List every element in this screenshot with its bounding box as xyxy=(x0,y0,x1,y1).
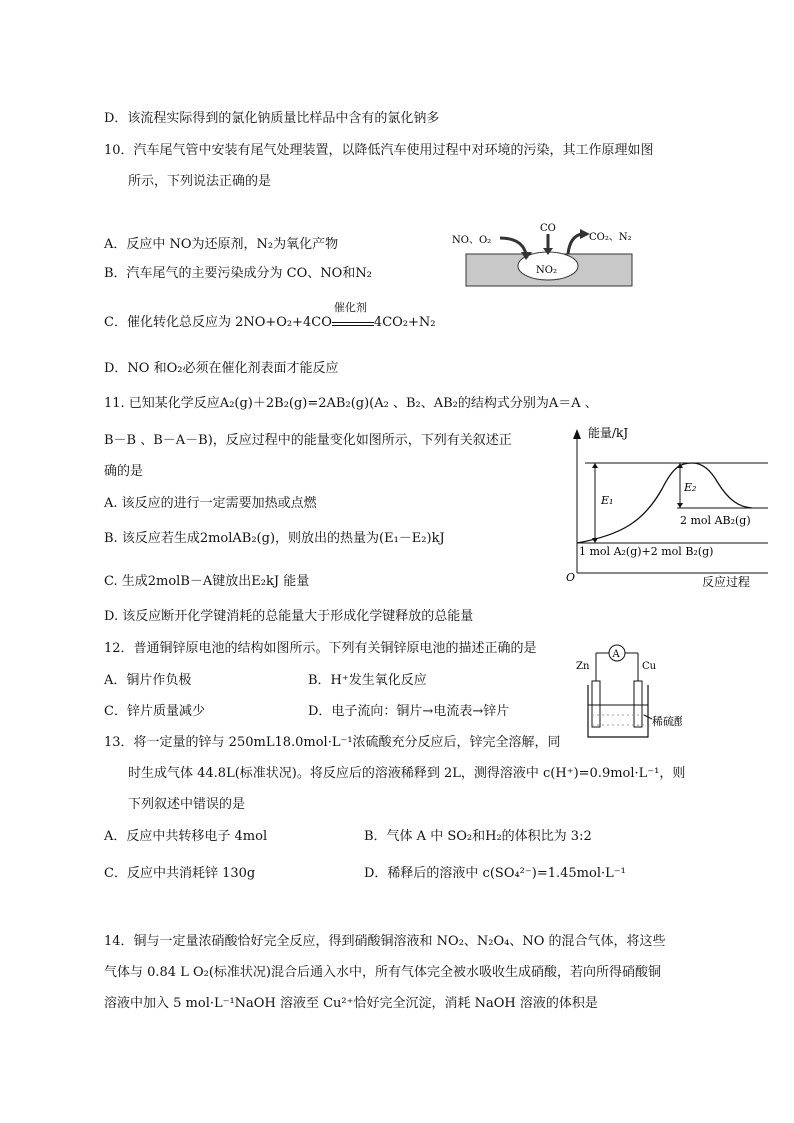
q12-option-b: B．H⁺发生氧化反应 xyxy=(308,673,427,688)
q12-option-a: A．铜片作负极 xyxy=(104,673,192,688)
reactant-label: 1 mol A₂(g)+2 mol B₂(g) xyxy=(579,545,714,558)
q12-cell-figure xyxy=(572,643,682,743)
q11-option-c: C. 生成2molB－A键放出E₂kJ 能量 xyxy=(104,574,310,589)
energy-diagram-svg xyxy=(562,425,777,593)
cu-label: Cu xyxy=(642,661,657,672)
q10-stem-line2: 所示，下列说法正确的是 xyxy=(128,174,272,189)
q10-catalyst-arrow xyxy=(332,301,374,332)
q13-stem-line3: 下列叙述中错误的是 xyxy=(128,797,246,812)
e1-arrow-bottom xyxy=(592,538,598,543)
e1-arrow-top xyxy=(592,463,598,468)
q10-catalyst-figure xyxy=(450,218,650,288)
cu-electrode xyxy=(634,681,642,727)
zn-electrode xyxy=(592,681,600,727)
q11-option-d: D. 该反应断开化学键消耗的总能量大于形成化学键释放的总能量 xyxy=(104,609,474,624)
q13-option-c: C．反应中共消耗锌 130g xyxy=(104,866,256,881)
e2-label: E₂ xyxy=(684,481,697,494)
mid-label: NO₂ xyxy=(536,265,557,276)
outlet-arrow xyxy=(568,234,582,254)
e2-arrow-top xyxy=(677,463,683,468)
cell-svg xyxy=(572,643,682,743)
chart-ylabel: 能量/kJ xyxy=(588,426,629,440)
chart-origin: O xyxy=(566,571,576,584)
q10-option-d: D．NO 和O₂必须在催化剂表面才能反应 xyxy=(104,361,339,376)
q9-option-d: D．该流程实际得到的氯化钠质量比样品中含有的氯化钠多 xyxy=(104,111,440,126)
q13-stem-line2: 时生成气体 44.8L(标准状况)。将反应后的溶液稀释到 2L，测得溶液中 c(H⁺)=0.9mol·L⁻¹，则 xyxy=(128,766,686,781)
inlet-arrow xyxy=(500,238,526,254)
y-axis-arrow xyxy=(573,429,581,439)
chart-xlabel: 反应过程 xyxy=(702,575,751,589)
q12-stem: 12．普通铜锌原电池的结构如图所示。下列有关铜锌原电池的描述正确的是 xyxy=(104,641,537,656)
q13-option-b: B．气体 A 中 SO₂和H₂的体积比为 3:2 xyxy=(364,829,592,844)
q10-option-b: B．汽车尾气的主要污染成分为 CO、NO和N₂ xyxy=(104,266,372,281)
q10-option-c xyxy=(104,301,436,332)
q10-double-line xyxy=(332,322,374,326)
zn-label: Zn xyxy=(576,661,590,672)
acid-label: 稀硫酸 xyxy=(652,715,682,728)
q13-option-a: A．反应中共转移电子 4mol xyxy=(104,829,268,844)
q14-stem-line2: 气体与 0.84 L O₂(标准状况)混合后通入水中，所有气体完全被水吸收生成硝酸，若向所得硝酸铜 xyxy=(104,965,661,980)
q11-option-b: B. 该反应若生成2molAB₂(g)，则放出的热量为(E₁－E₂)kJ xyxy=(104,531,445,546)
q11-option-a: A. 该反应的进行一定需要加热或点燃 xyxy=(104,496,317,511)
q13-option-d: D．稀释后的溶液中 c(SO₄²⁻)=1.45mol·L⁻¹ xyxy=(364,866,626,881)
product-label: 2 mol AB₂(g) xyxy=(680,514,751,527)
q14-stem-line3: 溶液中加入 5 mol·L⁻¹NaOH 溶液至 Cu²⁺恰好完全沉淀，消耗 NaOH 溶液的体积是 xyxy=(104,996,598,1011)
q13-stem-line1: 13．将一定量的锌与 250mL18.0mol·L⁻¹浓硫酸充分反应后，锌完全溶解，同 xyxy=(104,735,561,750)
q10-catalyst-svg xyxy=(450,218,650,288)
q10-catalyst-label: 催化剂 xyxy=(333,301,367,314)
co-label: CO xyxy=(540,223,556,234)
q10-option-c-lhs: C．催化转化总反应为 2NO+O₂+4CO xyxy=(104,315,332,330)
e2-arrow-bottom xyxy=(677,503,683,508)
q11-stem-line2: B－B 、B－A－B)，反应过程中的能量变化如图所示，下列有关叙述正 xyxy=(104,433,512,448)
q12-option-d: D．电子流向：铜片→电流表→锌片 xyxy=(308,704,510,719)
q10-option-a: A．反应中 NO为还原剂，N₂为氧化产物 xyxy=(104,237,339,252)
in-label: NO、O₂ xyxy=(452,235,492,246)
q10-stem-line1: 10．汽车尾气管中安装有尾气处理装置，以降低汽车使用过程中对环境的污染，其工作原理如图 xyxy=(104,143,654,158)
q14-stem-line1: 14．铜与一定量浓硝酸恰好完全反应，得到硝酸铜溶液和 NO₂、N₂O₄、NO 的混合气体，将这些 xyxy=(104,934,666,949)
q11-stem-line1: 11. 已知某化学反应A₂(g)＋2B₂(g)=2AB₂(g)(A₂ 、B₂、AB₂的结构式分别为A＝A 、 xyxy=(104,396,598,411)
q10-option-c-rhs: 4CO₂+N₂ xyxy=(373,315,436,330)
q12-option-c: C．锌片质量减少 xyxy=(104,704,205,719)
ammeter-label: A xyxy=(612,649,620,660)
out-label: CO₂、N₂ xyxy=(589,232,632,243)
q11-energy-diagram xyxy=(562,425,777,593)
q11-stem-line3: 确的是 xyxy=(104,464,144,479)
e1-label: E₁ xyxy=(601,494,614,507)
